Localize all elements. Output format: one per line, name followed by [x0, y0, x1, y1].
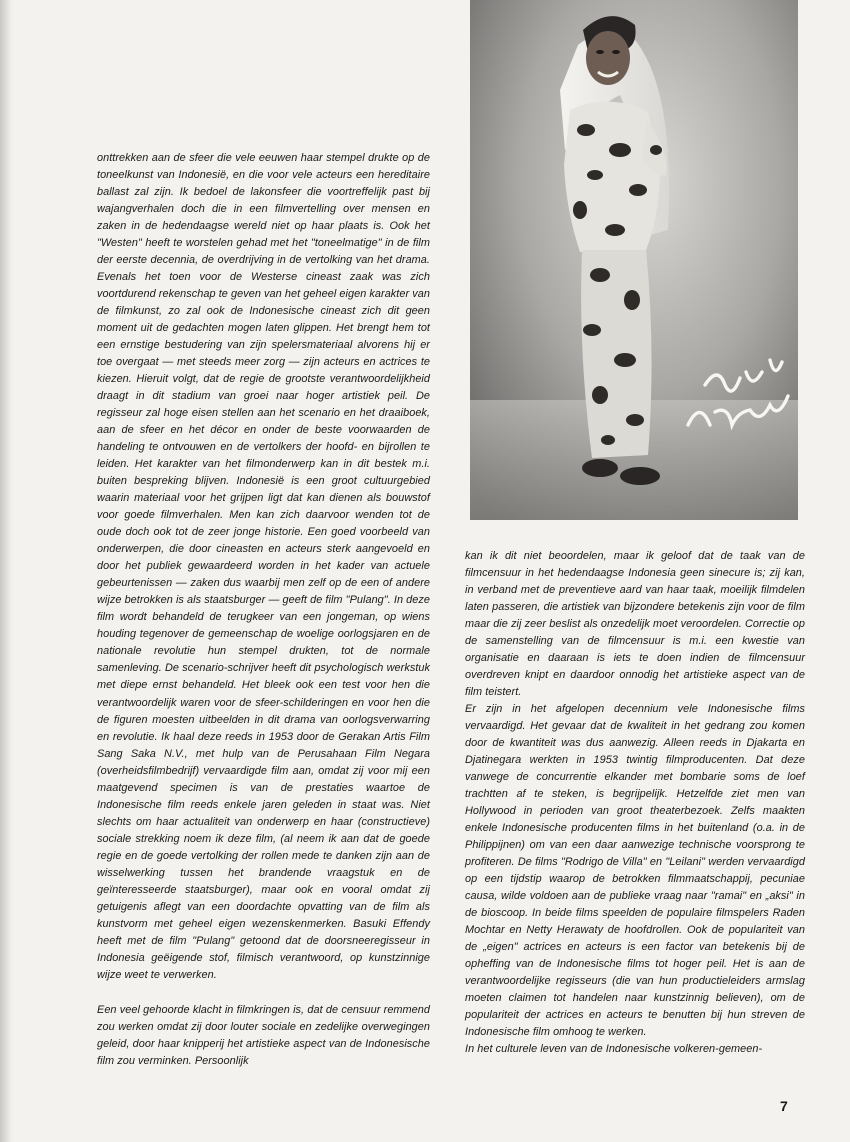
portrait-photo: [470, 0, 798, 520]
left-text-column: [97, 150, 430, 1070]
right-paragraph-3: In het culturele leven van de Indonesische volkeren-gemeen-: [465, 1043, 763, 1056]
right-paragraph-2: Er zijn in het afgelopen decennium vele Indonesische films vervaardigd. Het gevaar dat de kwaliteit in het gedrang zou komen door de kwantiteit was dus aanwezig. Alleen reeds in Djakarta en Djatinegara werkten in 1953 twintig filmproducenten. Dat deze vanwege de concurrentie elkander met bombarie soms de loef trachtten af te steken, is begrijpelijk. Hetzelfde ziet men van Hollywood in perioden van groot theaterbezoek. Zelfs maakten enkele Indonesische producenten films in het buitenland (o.a. in de Philippijnen) om van een daar aanwezige technische voorsprong te profiteren. De films "Rodrigo de Villa" en "Leilani" werden vervaardigd op een tijdstip waarop de betrokken filmmaatschappij, pecuniae causa, wilde voldoen aan de publieke vraag naar "ramai" en „aksi" in de bioscoop. In beide films speelden de populaire filmspelers Raden Mochtar en Netty Herawaty de hoofdrollen. Ook de populariteit van de „eigen" actrices en acteurs is een factor van betekenis bij de opheffing van de Indonesische films tot hoger peil. Het is aan de verantwoordelijke regisseurs (die van hun productieleiders armslag moeten claimen tot handelen naar kunstzinnig believen), om de populariteit der actrices en acteurs te benutten bij hun streven de Indonesische film omhoog te werken.: [465, 703, 805, 1039]
page-edge-shadow: [0, 0, 14, 1142]
page-number: 7: [780, 1098, 788, 1114]
left-paragraph-2: Een veel gehoorde klacht in filmkringen is, dat de censuur remmend zou werken omdat zij door louter sociale en zedelijke overwegingen geleid, door haar knipperij het artistieke aspect van de Indonesische film zou verminken. Persoonlijk: [97, 1003, 430, 1067]
right-text-column: [465, 548, 805, 1058]
portrait-illustration: [470, 0, 798, 520]
left-paragraph-1: onttrekken aan de sfeer die vele eeuwen haar stempel drukte op de toneelkunst van Indonesië, en die voor vele acteurs een hereditaire ballast zal zijn. Ik bedoel de lakonsfeer die voortreffelijk past bij wajangverhalen doch die in een filmvertelling over mensen en zaken in de hedendaagse wereld niet op haar plaats is. Ook het "Westen" heeft te worstelen gehad met het "toneelmatige" in de film der eerste decennia, de overdrijving in de vertolking van het drama. Evenals het toen voor de Westerse cineast zaak was zich voortdurend rekenschap te geven van het geheel eigen karakter van de filmkunst, zo zal ook de Indonesische cineast zich dit geen moment uit de gedachten mogen laten glippen. Het brengt hem tot een ernstige bestudering van zijn spelersmateriaal alvorens hij er toe overgaat — met steeds meer zorg — zijn acteurs en actrices te kiezen. Hieruit volgt, dat de regie de grootste verantwoordelijkheid draagt in dit stadium van groei naar hoger artistiek peil. De regisseur zal hoge eisen stellen aan het scenario en het draaiboek, aan de sfeer en het décor en onder de beste voorwaarden de handeling te ontvouwen en de vertolkers der hoofd- en bijrollen te leiden. Het karakter van het filmonderwerp kan in dit bestek m.i. buiten bespreking blijven. Indonesië is een groot cultuurgebied waarin materiaal voor het grijpen ligt dat kan dienen als bouwstof voor goede filmverhalen. Men kan zich daarvoor wenden tot de oude doch ook tot de zeer jonge historie. Een goed voorbeeld van onderwerpen, die door cineasten en acteurs sterk aangevoeld en door het publiek gewaardeerd worden in het kader van actuele gebeurtenissen — zaken dus waarbij men zelf op de een of andere wijze betrokken is als staatsburger — geeft de film "Pulang". In deze film wordt behandeld de terugkeer van een jongeman, op wiens houding tegenover de gemeenschap de woelige oorlogsjaren en de nationale revolutie hun stempel drukten, tot de normale samenleving. De scenario-schrijver heeft dit psychologisch werkstuk met diepe ernst behandeld. Het bleek ook een test voor hen die verantwoordelijk waren voor de sfeer-schilderingen en voor hen die de figuren moesten uitbeelden in dit drama van oorlogsverwarring en revolutie. Ik haal deze reeds in 1953 door de Gerakan Artis Film Sang Saka N.V., met hulp van de Perusahaan Film Negara (overheidsfilmbedrijf) vervaardigde film aan, omdat zij voor mij een maatgevend specimen is van de prestaties waartoe de Indonesische film reeds enkele jaren geleden in staat was. Niet slechts om haar actualiteit van onderwerp en haar (constructieve) sociale strekking noem ik deze film, (al neem ik aan dat de goede regie en de goede vertolking der rollen mede te danken zijn aan de wisselwerking tussen het brandende vraagstuk en de geïnteresseerde staatsburger), maar ook en vooral omdat zij getuigenis aflegt van een doordachte opvatting van de film als kunstvorm met geheel eigen wezenskenmerken. Basuki Effendy heeft met de film "Pulang" getoond dat de doorsneeregisseur in Indonesia geëigende stof, filmisch verantwoord, op kunstzinnige wijze weet te verwerken.: [97, 152, 430, 981]
right-paragraph-1: kan ik dit niet beoordelen, maar ik geloof dat de taak van de filmcensuur in het hedendaagse Indonesia geen sinecure is; zij kan, in verband met de preventieve aard van haar taak, moeilijk filmdelen laten passeren, die artistiek van bijzondere betekenis zijn voor de film maar die zij zeer beslist als onzedelijk moet veroordelen. Correctie op de samenstelling van de filmcensuur is m.i. een kwestie van organisatie en daaraan is iets te doen indien de filmcensuur overdreven knipt en daardoor onnodig het artistieke aspect van de film teistert.: [465, 550, 805, 699]
